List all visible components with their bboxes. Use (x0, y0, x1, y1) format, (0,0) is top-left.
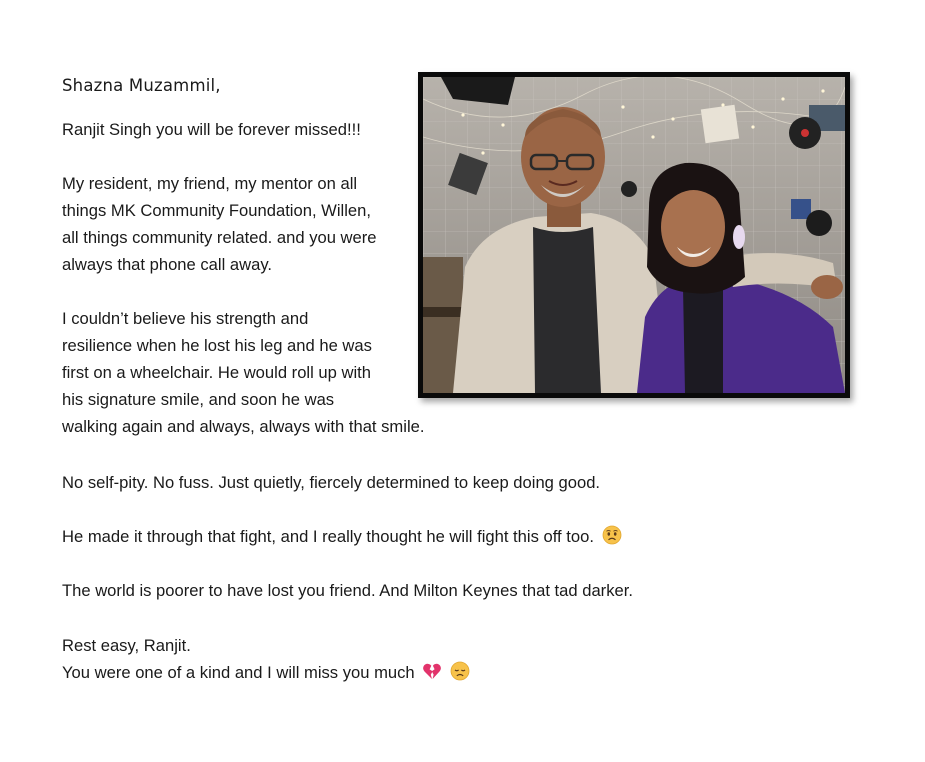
text-line: resilience when he lost his leg and he was (62, 336, 372, 355)
text-line: things MK Community Foundation, Willen, (62, 201, 371, 220)
paragraph-6 (62, 577, 633, 604)
text-line: I couldn’t believe his strength and (62, 309, 309, 328)
paragraph-5 (62, 523, 622, 553)
text-line: his signature smile, and soon he was (62, 390, 335, 409)
text-line: The world is poorer to have lost you friend. And Milton Keynes that tad darker. (62, 581, 633, 600)
photo-frame (418, 72, 850, 398)
text-line: all things community related. and you were (62, 228, 377, 247)
paragraph-3 (62, 305, 424, 440)
paragraph-7 (62, 632, 470, 689)
text-line: My resident, my friend, my mentor on all (62, 174, 358, 193)
text-line: first on a wheelchair. He would roll up with (62, 363, 371, 382)
text-line-content: You were one of a kind and I will miss you much (62, 663, 415, 682)
text-line-content: He made it through that fight, and I really thought he will fight this off too. (62, 527, 594, 546)
text-line (62, 523, 622, 553)
text-line: walking again and always, always with that smile. (62, 417, 425, 436)
text-line: Ranjit Singh you will be forever missed!!! (62, 120, 361, 139)
author-name: Shazna Muzammil, (62, 76, 221, 95)
text-line: No self-pity. No fuss. Just quietly, fiercely determined to keep doing good. (62, 473, 601, 492)
broken-heart-icon (422, 661, 442, 689)
paragraph-4 (62, 469, 600, 496)
sad-face-icon (602, 525, 622, 553)
text-line: Rest easy, Ranjit. (62, 636, 191, 655)
paragraph-2 (62, 170, 377, 278)
selfie-photo (423, 77, 845, 393)
text-line: always that phone call away. (62, 255, 272, 274)
paragraph-1 (62, 116, 361, 143)
text-line (62, 659, 470, 689)
disappointed-face-icon (450, 661, 470, 689)
